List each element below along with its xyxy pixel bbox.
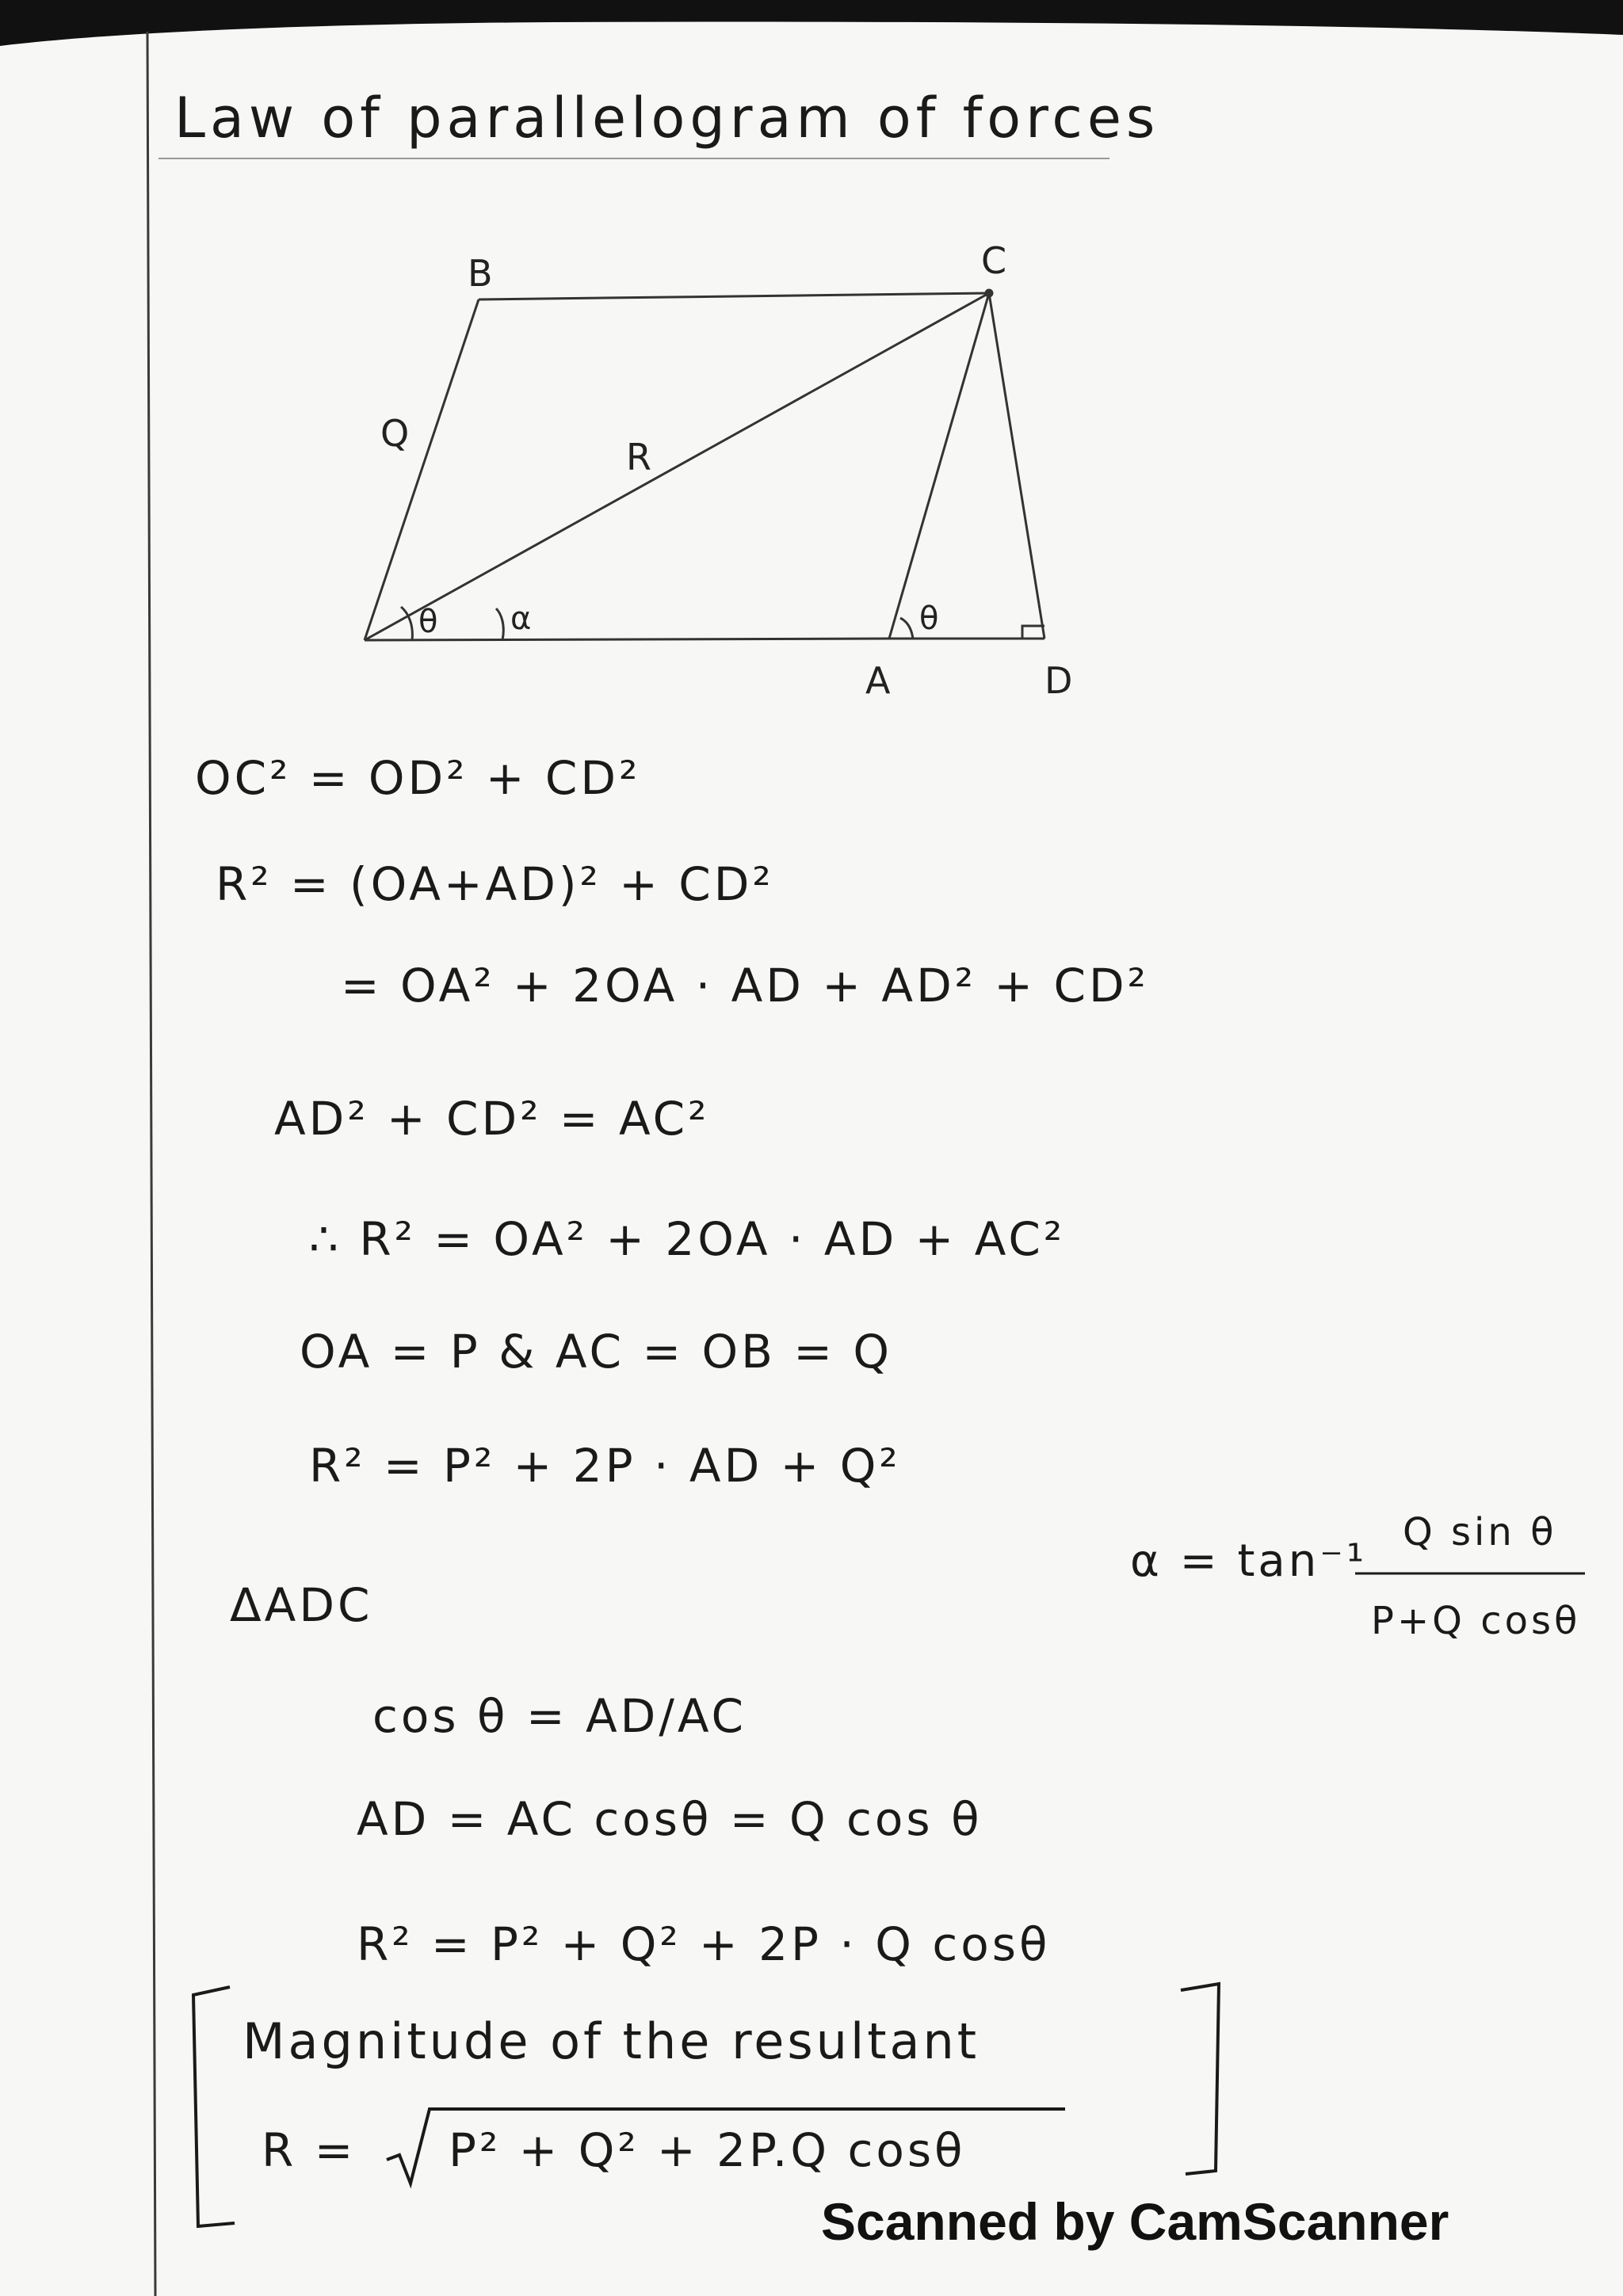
- result-heading: Magnitude of the resultant: [242, 2012, 980, 2070]
- equation-line-3: = OA² + 2OA · AD + AD² + CD²: [341, 959, 1149, 1013]
- square-root-sign: [384, 2104, 439, 2191]
- equation-line-9: cos θ = AD/AC: [372, 1689, 747, 1743]
- vertex-label-b: B: [468, 252, 493, 295]
- vertex-label-a: A: [865, 659, 891, 702]
- page-title: Law of parallelogram of forces: [174, 86, 1160, 151]
- angle-label-theta-a: θ: [919, 601, 939, 637]
- angle-label-theta-o: θ: [418, 604, 438, 640]
- equation-line-7: R² = P² + 2P · AD + Q²: [309, 1439, 901, 1493]
- alpha-formula-denominator: P+Q cosθ: [1371, 1599, 1581, 1643]
- edge-label-q: Q: [380, 412, 410, 455]
- angle-label-alpha-o: α: [510, 601, 532, 637]
- equation-line-10: AD = AC cosθ = Q cos θ: [357, 1792, 983, 1846]
- scanner-watermark: Scanned by CamScanner: [821, 2192, 1449, 2251]
- equation-line-11: R² = P² + Q² + 2P · Q cosθ: [357, 1917, 1051, 1971]
- result-formula-radicand: P² + Q² + 2P.Q cosθ: [449, 2123, 966, 2177]
- equation-line-6: OA = P & AC = OB = Q: [300, 1325, 893, 1379]
- equation-line-2: R² = (OA+AD)² + CD²: [216, 857, 774, 911]
- equation-line-1: OC² = OD² + CD²: [195, 751, 641, 805]
- equation-line-8: ΔADC: [230, 1578, 373, 1632]
- vertex-label-d: D: [1044, 659, 1073, 702]
- alpha-formula-lhs: α = tan⁻¹: [1130, 1535, 1368, 1587]
- edge-label-r: R: [626, 436, 651, 479]
- equation-line-4: AD² + CD² = AC²: [274, 1092, 710, 1146]
- square-root-bar: [439, 2107, 1065, 2111]
- equation-line-5: ∴ R² = OA² + 2OA · AD + AC²: [309, 1212, 1066, 1266]
- alpha-formula-numerator: Q sin θ: [1403, 1510, 1557, 1554]
- result-formula-lhs: R =: [262, 2123, 357, 2177]
- vertex-label-c: C: [981, 239, 1007, 282]
